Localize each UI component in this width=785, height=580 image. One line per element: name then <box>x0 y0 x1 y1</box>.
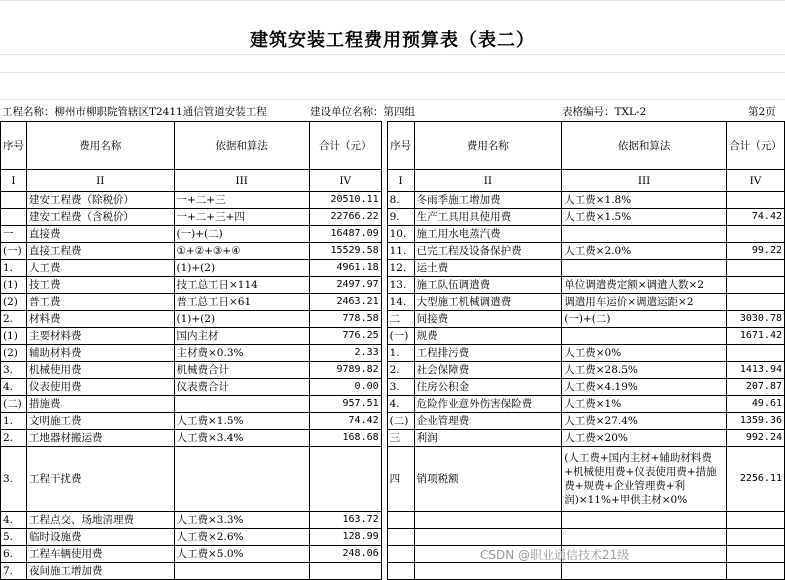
cell-basis: 仪表费合计 <box>174 379 309 396</box>
cell-basis: 人工费×0% <box>562 345 727 362</box>
cell-total <box>726 345 784 362</box>
table-row <box>1 260 785 277</box>
cell-seq <box>387 546 414 563</box>
cell-name: 直接费 <box>27 226 175 243</box>
cell-seq: 12. <box>387 260 414 277</box>
roman-numeral-row <box>1 170 785 192</box>
cell-seq: 二 <box>387 311 414 328</box>
cell-basis: 人工费×1% <box>562 396 727 413</box>
cell-name: 住房公积金 <box>414 379 562 396</box>
cell-total: 4961.18 <box>309 260 381 277</box>
cell-name: 企业管理费 <box>414 413 562 430</box>
roman-3: III <box>562 170 727 192</box>
cell-seq: 13. <box>387 277 414 294</box>
roman-1: I <box>1 170 27 192</box>
cell-seq: 14. <box>387 294 414 311</box>
cell-name: 仪表使用费 <box>27 379 175 396</box>
cell-basis <box>562 260 727 277</box>
cell-total <box>726 546 784 563</box>
cell-seq <box>387 529 414 546</box>
table-row <box>1 209 785 226</box>
cell-total: 1359.36 <box>726 413 784 430</box>
table-row <box>1 294 785 311</box>
budget-table <box>0 121 785 580</box>
table-row <box>1 529 785 546</box>
table-row <box>1 413 785 430</box>
cell-seq: 11. <box>387 243 414 260</box>
cell-total: 1413.94 <box>726 362 784 379</box>
cell-name: 建安工程费（含税价） <box>27 209 175 226</box>
cell-total <box>726 529 784 546</box>
table-header-row <box>1 122 785 170</box>
cell-total: 22766.22 <box>309 209 381 226</box>
cell-seq: 一 <box>1 226 27 243</box>
cell-name: 建安工程费（除税价） <box>27 192 175 209</box>
header-total: 合计（元） <box>309 122 381 170</box>
cell-total: 957.51 <box>309 396 381 413</box>
cell-name: 危险作业意外伤害保险费 <box>414 396 562 413</box>
cell-total: 74.42 <box>726 209 784 226</box>
cell-basis: 人工费×3.3% <box>174 512 309 529</box>
cell-total <box>726 192 784 209</box>
cell-seq: 3. <box>1 447 27 512</box>
project-name: 工程名称：柳州市柳职院管辖区T2411通信管道安装工程 <box>2 106 267 118</box>
cell-seq: 10. <box>387 226 414 243</box>
table-row <box>1 396 785 413</box>
cell-seq: 7. <box>1 563 27 580</box>
cell-basis: 调遣用车运价×调遣运距×2 <box>562 294 727 311</box>
grid-line <box>0 54 785 55</box>
cell-total: 778.58 <box>309 311 381 328</box>
grid-line <box>0 99 785 100</box>
cell-basis: 技工总工日×114 <box>174 277 309 294</box>
cell-seq: 8. <box>387 192 414 209</box>
cell-basis <box>174 396 309 413</box>
cell-name: 普工费 <box>27 294 175 311</box>
cell-seq: 1. <box>387 345 414 362</box>
cell-basis: (一)+(二) <box>562 311 727 328</box>
cell-basis: 机械费合计 <box>174 362 309 379</box>
cell-seq: 2. <box>1 311 27 328</box>
cell-name: 社会保障费 <box>414 362 562 379</box>
cell-total: 20510.11 <box>309 192 381 209</box>
cell-seq: 4. <box>1 379 27 396</box>
cell-total: 49.61 <box>726 396 784 413</box>
cell-total: 0.00 <box>309 379 381 396</box>
cell-name: 工程排污费 <box>414 345 562 362</box>
cell-basis <box>562 512 727 529</box>
table-row <box>1 328 785 345</box>
cell-seq: 2. <box>1 430 27 447</box>
cell-total <box>726 277 784 294</box>
table-row <box>1 362 785 379</box>
cell-seq: 2. <box>387 362 414 379</box>
cell-basis: 一+二+三+四 <box>174 209 309 226</box>
cell-total: 163.72 <box>309 512 381 529</box>
cell-name: 生产工具用具使用费 <box>414 209 562 226</box>
cell-seq <box>1 209 27 226</box>
cell-basis: 国内主材 <box>174 328 309 345</box>
cell-name: 间接费 <box>414 311 562 328</box>
cell-name: 运土费 <box>414 260 562 277</box>
cell-name: 施工用水电蒸汽费 <box>414 226 562 243</box>
roman-1: I <box>387 170 414 192</box>
cell-basis: (1)+(2) <box>174 260 309 277</box>
cell-name: 辅助材料费 <box>27 345 175 362</box>
cell-seq: (2) <box>1 294 27 311</box>
cell-seq: (一) <box>387 328 414 345</box>
roman-2: II <box>414 170 562 192</box>
cell-name: 措施费 <box>27 396 175 413</box>
form-number: 表格编号：TXL-2 <box>562 106 647 118</box>
cell-name: 施工队伍调遣费 <box>414 277 562 294</box>
cell-name: 直接工程费 <box>27 243 175 260</box>
cell-seq: 四 <box>387 447 414 512</box>
header-name: 费用名称 <box>27 122 175 170</box>
cell-seq: (2) <box>1 345 27 362</box>
cell-basis <box>562 328 727 345</box>
cell-name: 临时设施费 <box>27 529 175 546</box>
cell-basis: 人工费×2.0% <box>562 243 727 260</box>
cell-total <box>726 294 784 311</box>
table-row <box>1 311 785 328</box>
cell-total: 2.33 <box>309 345 381 362</box>
cell-total: 2497.97 <box>309 277 381 294</box>
cell-total: 2463.21 <box>309 294 381 311</box>
cell-name: 工程点交、场地清理费 <box>27 512 175 529</box>
cell-total <box>726 260 784 277</box>
page-title: 建筑安装工程费用预算表（表二） <box>250 30 535 51</box>
cell-name: 工程车辆使用费 <box>27 546 175 563</box>
cell-seq: (一) <box>1 243 27 260</box>
table-row <box>1 546 785 563</box>
cell-total: 992.24 <box>726 430 784 447</box>
table-row <box>1 226 785 243</box>
cell-seq: 4. <box>1 512 27 529</box>
grid-line <box>0 72 785 73</box>
cell-name: 文明施工费 <box>27 413 175 430</box>
cell-seq: 1. <box>1 260 27 277</box>
cell-basis: 人工费×1.8% <box>562 192 727 209</box>
table-row <box>1 243 785 260</box>
cell-total: 15529.58 <box>309 243 381 260</box>
page-number: 第2页 <box>748 106 776 118</box>
cell-total: 776.25 <box>309 328 381 345</box>
cell-name: 已完工程及设备保护费 <box>414 243 562 260</box>
cell-basis: ①+②+③+④ <box>174 243 309 260</box>
cell-seq <box>387 512 414 529</box>
cell-total: 128.99 <box>309 529 381 546</box>
table-row <box>1 277 785 294</box>
cell-total: 99.22 <box>726 243 784 260</box>
cell-total: 74.42 <box>309 413 381 430</box>
header-name: 费用名称 <box>414 122 562 170</box>
cell-name: 机械使用费 <box>27 362 175 379</box>
cell-total: 16487.09 <box>309 226 381 243</box>
cell-seq: (二) <box>1 396 27 413</box>
cell-seq: (1) <box>1 277 27 294</box>
cell-name: 人工费 <box>27 260 175 277</box>
cell-name: 主要材料费 <box>27 328 175 345</box>
cell-seq: 9. <box>387 209 414 226</box>
cell-total: 248.06 <box>309 546 381 563</box>
cell-total: 2256.11 <box>726 447 784 512</box>
cell-total <box>726 226 784 243</box>
header-seq: 序号 <box>1 122 27 170</box>
cell-basis: 单位调遣费定额×调遣人数×2 <box>562 277 727 294</box>
cell-basis: 人工费×1.5% <box>174 413 309 430</box>
cell-basis: 人工费×28.5% <box>562 362 727 379</box>
roman-2: II <box>27 170 175 192</box>
table-row <box>1 447 785 512</box>
cell-name: 工程干扰费 <box>27 447 175 512</box>
cell-name: 夜间施工增加费 <box>27 563 175 580</box>
cell-total: 207.87 <box>726 379 784 396</box>
roman-4: IV <box>309 170 381 192</box>
cell-total: 1671.42 <box>726 328 784 345</box>
header-seq: 序号 <box>387 122 414 170</box>
cell-name: 材料费 <box>27 311 175 328</box>
table-row <box>1 345 785 362</box>
cell-seq: 6. <box>1 546 27 563</box>
cell-seq <box>1 192 27 209</box>
cell-seq: (二) <box>387 413 414 430</box>
cell-total: 9789.82 <box>309 362 381 379</box>
cell-name: 销项税额 <box>414 447 562 512</box>
cell-seq: 5. <box>1 529 27 546</box>
cell-basis: 人工费×27.4% <box>562 413 727 430</box>
cell-name <box>414 512 562 529</box>
cell-seq: (1) <box>1 328 27 345</box>
header-basis: 依据和算法 <box>562 122 727 170</box>
cell-total <box>309 447 381 512</box>
roman-4: IV <box>726 170 784 192</box>
cell-basis: 一+二+三 <box>174 192 309 209</box>
header-total: 合计（元） <box>726 122 784 170</box>
cell-basis: 人工费×3.4% <box>174 430 309 447</box>
cell-basis: 人工费×20% <box>562 430 727 447</box>
watermark: CSDN @职业通信技术21级 <box>480 548 630 562</box>
cell-name: 技工费 <box>27 277 175 294</box>
cell-basis <box>562 226 727 243</box>
cell-seq: 三 <box>387 430 414 447</box>
cell-name: 利润 <box>414 430 562 447</box>
table-row <box>1 430 785 447</box>
table-row <box>1 192 785 209</box>
cell-basis: 人工费×2.6% <box>174 529 309 546</box>
cell-name: 冬雨季施工增加费 <box>414 192 562 209</box>
cell-total: 168.68 <box>309 430 381 447</box>
cell-seq: 4. <box>387 396 414 413</box>
cell-seq: 3. <box>1 362 27 379</box>
table-row <box>1 379 785 396</box>
cell-basis: (1)+(2) <box>174 311 309 328</box>
cell-name: 规费 <box>414 328 562 345</box>
cell-name: 工地器材搬运费 <box>27 430 175 447</box>
cell-basis: 人工费×4.19% <box>562 379 727 396</box>
cell-basis <box>174 447 309 512</box>
cell-basis: (一)+(二) <box>174 226 309 243</box>
grid-line <box>0 0 785 1</box>
cell-seq: 1. <box>1 413 27 430</box>
cell-total <box>726 512 784 529</box>
cell-name: 大型施工机械调遣费 <box>414 294 562 311</box>
cell-total: 3030.78 <box>726 311 784 328</box>
table-row <box>1 512 785 529</box>
cell-name <box>414 529 562 546</box>
cell-basis <box>562 529 727 546</box>
roman-3: III <box>174 170 309 192</box>
header-basis: 依据和算法 <box>174 122 309 170</box>
construction-unit: 建设单位名称：第四组 <box>310 106 415 118</box>
cell-basis: 主材费×0.3% <box>174 345 309 362</box>
cell-basis: (人工费+国内主材+辅助材料费+机械使用费+仪表使用费+措施费+规费+企业管理费+利润)×11%+甲供主材×0% <box>562 447 727 512</box>
cell-seq: 3. <box>387 379 414 396</box>
cell-basis: 人工费×1.5% <box>562 209 727 226</box>
cell-basis: 人工费×5.0% <box>174 546 309 563</box>
cell-basis: 普工总工日×61 <box>174 294 309 311</box>
